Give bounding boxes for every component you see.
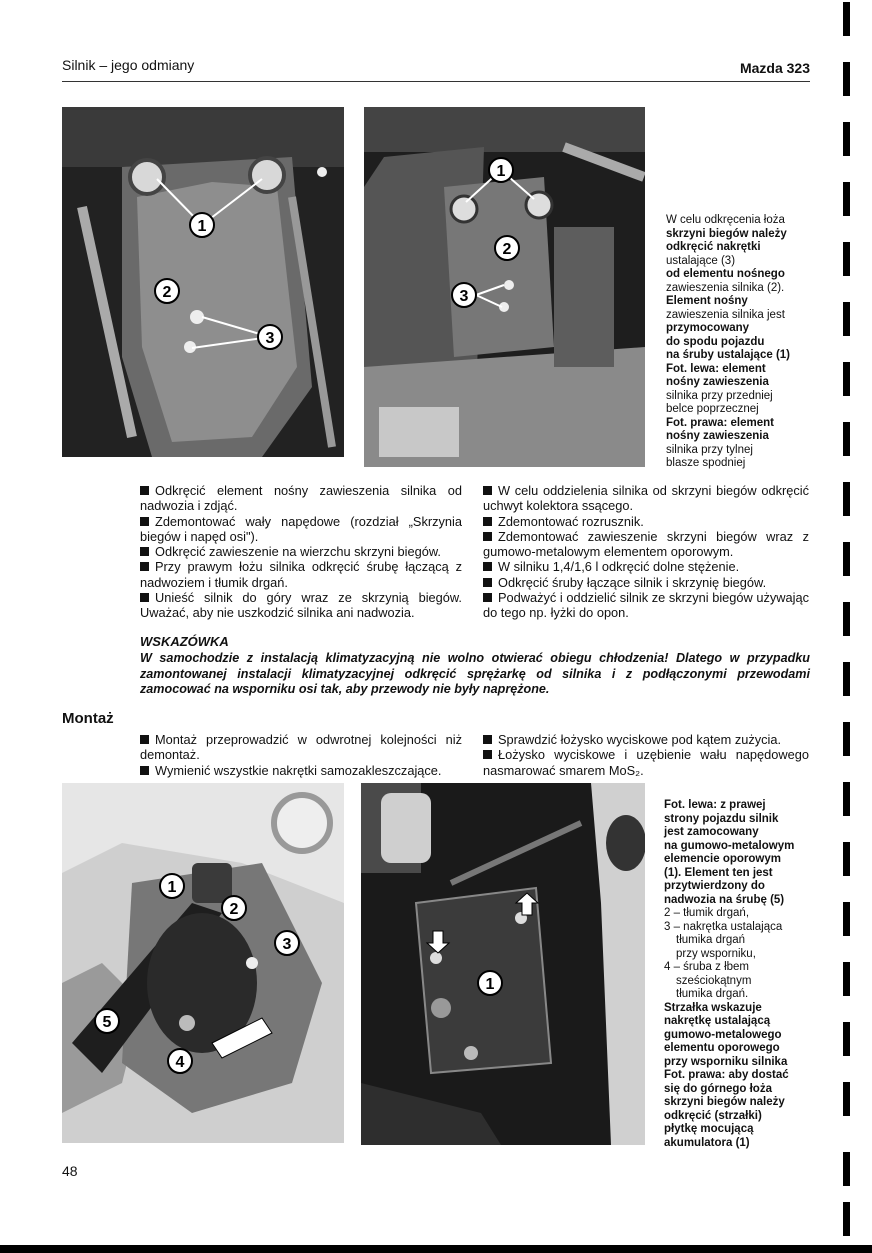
- bullet-square-icon: [140, 562, 149, 571]
- svg-text:1: 1: [485, 976, 495, 993]
- scan-edge-mark: [843, 1152, 850, 1186]
- scan-edge-mark: [843, 242, 850, 276]
- step-item: [140, 544, 462, 559]
- caption-line: elemencie oporowym: [664, 853, 781, 865]
- caption-line: odkręcić nakrętki: [666, 241, 761, 253]
- caption-line: tłumika drgań.: [676, 988, 749, 1000]
- caption-line: Fot. lewa: element: [666, 362, 766, 375]
- svg-text:1: 1: [496, 163, 506, 180]
- running-header: Silnik – jego odmiany: [62, 57, 195, 73]
- callout-1: [489, 158, 513, 182]
- section-heading-montaz: Montaż: [62, 710, 114, 727]
- caption-line: do spodu pojazdu: [666, 335, 765, 348]
- caption-line: przymocowany: [666, 322, 750, 334]
- montaz-list-left: [140, 732, 462, 778]
- step-text: W silniku 1,4/1,6 l odkręcić dolne stężenie.: [498, 559, 740, 575]
- step-item: [140, 590, 462, 621]
- caption-line: jest zamocowany: [664, 826, 759, 838]
- step-item: [140, 514, 462, 545]
- caption-line: Element nośny: [666, 295, 748, 307]
- callout-1: [478, 971, 502, 995]
- photo-rear-mount: [364, 107, 645, 467]
- bullet-square-icon: [483, 750, 492, 759]
- steps-list-right: [483, 483, 809, 621]
- svg-text:2: 2: [162, 284, 172, 301]
- step-text: Odkręcić zawieszenie na wierzchu skrzyni biegów.: [155, 544, 441, 560]
- bullet-square-icon: [483, 562, 492, 571]
- montaz-list-right: [483, 732, 809, 778]
- step-item: [483, 514, 809, 529]
- caption-line: ustalające (3): [666, 254, 736, 267]
- header-rule: [62, 81, 810, 82]
- caption-line: tłumika drgań: [676, 934, 746, 946]
- step-item: [483, 575, 809, 590]
- caption-line: belce poprzecznej: [666, 403, 759, 415]
- step-text: Unieść silnik do góry wraz ze skrzynią biegów. Uważać, aby nie uszkodzić silnika ani nadwozia.: [140, 590, 462, 621]
- caption-line: się do górnego łoża: [664, 1082, 772, 1095]
- caption-line: gumowo-metalowego: [664, 1028, 782, 1041]
- step-text: Odkręcić śruby łączące silnik i skrzynię biegów.: [498, 574, 767, 590]
- callout-1: [160, 874, 184, 898]
- caption-line: nośny zawieszenia: [666, 430, 769, 442]
- scan-edge-mark: [843, 422, 850, 456]
- step-text: Przy prawym łożu silnika odkręcić śrubę łączącą z nadwoziem i tłumik drgań.: [140, 559, 462, 590]
- bullet-square-icon: [140, 735, 149, 744]
- scan-edge-mark: [843, 542, 850, 576]
- photo-caption-bottom: [664, 799, 814, 1150]
- step-text: Zdemontować rozrusznik.: [498, 513, 644, 529]
- step-text: Odkręcić element nośny zawieszenia silnika od nadwozia i zdjąć.: [140, 483, 462, 514]
- svg-text:3: 3: [282, 936, 292, 953]
- caption-line: przy wsporniku,: [676, 947, 756, 960]
- scan-edge-mark: [843, 842, 850, 876]
- step-item: [483, 747, 809, 778]
- bullet-square-icon: [140, 593, 149, 602]
- book-title: Mazda 323: [739, 60, 810, 76]
- svg-text:5: 5: [102, 1014, 112, 1031]
- step-item: [483, 529, 809, 560]
- step-text: W celu oddzielenia silnika od skrzyni biegów odkręcić uchwyt kolektora ssącego.: [483, 483, 809, 514]
- step-text: Podważyć i oddzielić silnik ze skrzyni biegów używając do tego np. łyżki do opon.: [483, 590, 809, 621]
- photo-engine-right-side: [62, 783, 344, 1143]
- scan-edge-mark: [843, 62, 850, 96]
- caption-line: skrzyni biegów należy: [664, 1096, 785, 1108]
- step-item: [140, 483, 462, 514]
- caption-line: 4 – śruba z łbem: [664, 961, 750, 973]
- caption-line: zawieszenia silnika (2).: [666, 281, 785, 294]
- scan-edge-mark: [843, 362, 850, 396]
- svg-text:1: 1: [197, 218, 207, 235]
- step-text: Łożysko wyciskowe i uzębienie wału napędowego nasmarować smarem MoS₂.: [483, 747, 809, 778]
- step-item: [483, 483, 809, 514]
- svg-text:3: 3: [265, 330, 275, 347]
- caption-line: blasze spodniej: [666, 457, 746, 469]
- svg-text:2: 2: [229, 901, 239, 918]
- step-text: Wymienić wszystkie nakrętki samozakleszczające.: [155, 762, 442, 778]
- photo-front-mount: [62, 107, 344, 457]
- callout-2: [155, 279, 179, 303]
- callout-3: [258, 325, 282, 349]
- caption-line: od elementu nośnego: [666, 268, 785, 280]
- scan-edge-mark: [843, 1082, 850, 1116]
- bullet-square-icon: [483, 578, 492, 587]
- scan-edge-mark: [843, 2, 850, 36]
- scan-edge-mark: [843, 782, 850, 816]
- scan-edge-mark: [843, 302, 850, 336]
- photo-caption-top: [666, 214, 816, 471]
- photo-battery-plate: [361, 783, 645, 1145]
- scan-edge-mark: [843, 662, 850, 696]
- bullet-square-icon: [140, 766, 149, 775]
- bullet-square-icon: [483, 486, 492, 495]
- callout-1: [190, 213, 214, 237]
- scan-edge-mark: [843, 482, 850, 516]
- svg-text:1: 1: [167, 879, 177, 896]
- tip-heading: WSKAZÓWKA: [140, 634, 229, 649]
- caption-line: nośny zawieszenia: [666, 376, 769, 388]
- caption-line: przytwierdzony do: [664, 880, 765, 892]
- bullet-square-icon: [483, 735, 492, 744]
- caption-line: 3 – nakrętka ustalająca: [664, 920, 783, 933]
- step-item: [140, 732, 462, 763]
- steps-list-left: [140, 483, 462, 621]
- caption-line: skrzyni biegów należy: [666, 227, 787, 240]
- caption-line: zawieszenia silnika jest: [666, 308, 785, 321]
- bullet-square-icon: [140, 547, 149, 556]
- svg-text:3: 3: [459, 288, 469, 305]
- callout-2: [495, 236, 519, 260]
- callout-3: [275, 931, 299, 955]
- step-text: Zdemontować zawieszenie skrzyni biegów wraz z gumowo-metalowym elementem oporowym.: [483, 528, 809, 560]
- tip-body: W samochodzie z instalacją klimatyzacyjną nie wolno otwierać obiegu chłodzenia! Dlatego w przypadku zamontowanej instalacji klimatyzacyjnej odkręcić sprężarkę od silnika i z podłączonymi przewodami zamocować na wsporniku osi tak, aby przewody nie były naprężone.: [140, 651, 810, 696]
- step-item: [140, 763, 462, 778]
- caption-line: 2 – tłumik drgań,: [664, 907, 750, 919]
- step-item: [140, 559, 462, 590]
- scan-edge-mark: [843, 602, 850, 636]
- callout-5: [95, 1009, 119, 1033]
- page-number: 48: [62, 1163, 78, 1179]
- caption-line: W celu odkręcenia łoża: [666, 214, 785, 226]
- scan-edge-mark: [843, 902, 850, 936]
- caption-line: nadwozia na śrubę (5): [664, 893, 785, 906]
- callout-2: [222, 896, 246, 920]
- scan-bottom-bar: [0, 1245, 872, 1253]
- caption-line: Strzałka wskazuje: [664, 1001, 762, 1014]
- scan-edge-mark: [843, 1202, 850, 1236]
- step-text: Zdemontować wały napędowe (rozdział „Skrzynia biegów i napęd osi").: [140, 513, 462, 544]
- caption-line: Fot. lewa: z prawej: [664, 799, 766, 811]
- svg-text:2: 2: [502, 241, 512, 258]
- scan-edge-mark: [843, 962, 850, 996]
- caption-line: na gumowo-metalowym: [664, 839, 795, 852]
- caption-line: Fot. prawa: element: [666, 416, 774, 429]
- step-item: [483, 732, 809, 747]
- caption-line: nakrętkę ustalającą: [664, 1015, 771, 1027]
- caption-line: sześciokątnym: [676, 974, 752, 987]
- bullet-square-icon: [483, 517, 492, 526]
- caption-line: przy wsporniku silnika: [664, 1055, 788, 1068]
- step-text: Montaż przeprowadzić w odwrotnej kolejności niż demontaż.: [140, 732, 462, 763]
- callout-4: [168, 1049, 192, 1073]
- bullet-square-icon: [140, 486, 149, 495]
- caption-line: elementu oporowego: [664, 1042, 780, 1054]
- step-item: [483, 559, 809, 574]
- svg-text:4: 4: [175, 1054, 185, 1071]
- step-text: Sprawdzić łożysko wyciskowe pod kątem zużycia.: [498, 732, 782, 747]
- caption-line: (1). Element ten jest: [664, 866, 773, 879]
- caption-line: silnika przy tylnej: [666, 443, 753, 456]
- caption-line: odkręcić (strzałki): [664, 1109, 762, 1122]
- scan-edge-mark: [843, 122, 850, 156]
- caption-line: płytkę mocującą: [664, 1123, 754, 1135]
- bullet-square-icon: [140, 517, 149, 526]
- caption-line: strony pojazdu silnik: [664, 812, 779, 825]
- bullet-square-icon: [483, 593, 492, 602]
- callout-3: [452, 283, 476, 307]
- caption-line: Fot. prawa: aby dostać: [664, 1069, 789, 1081]
- scan-edge-mark: [843, 1022, 850, 1056]
- scan-edge-mark: [843, 722, 850, 756]
- caption-line: akumulatora (1): [664, 1136, 750, 1149]
- caption-line: na śruby ustalające (1): [666, 349, 790, 361]
- step-item: [483, 590, 809, 621]
- caption-line: silnika przy przedniej: [666, 389, 773, 402]
- bullet-square-icon: [483, 532, 492, 541]
- scan-edge-mark: [843, 182, 850, 216]
